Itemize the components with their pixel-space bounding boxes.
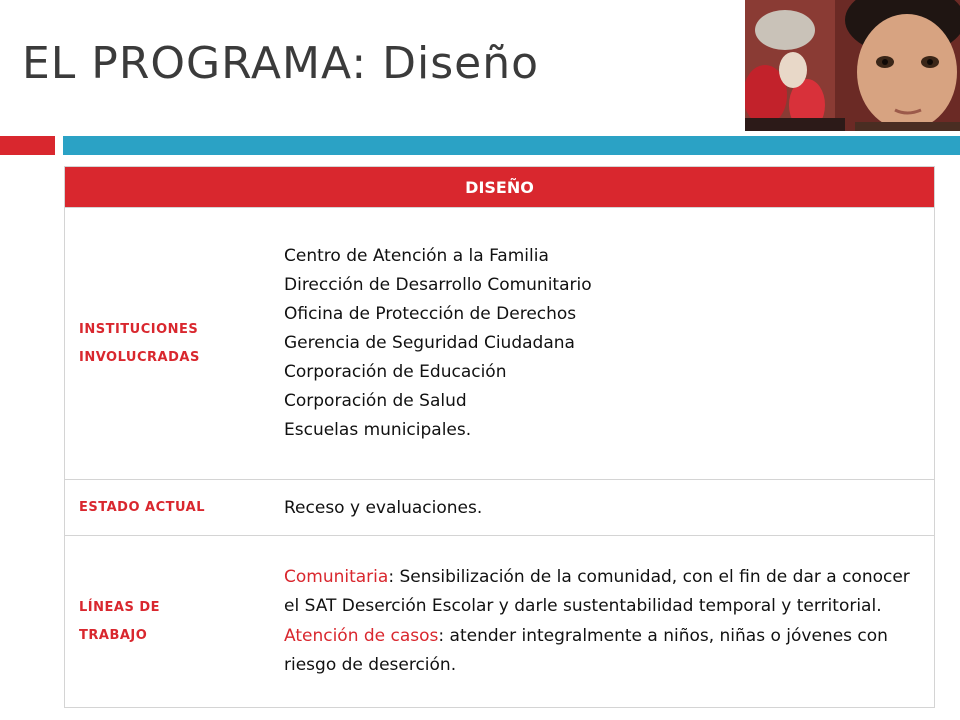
table-row-estado	[65, 479, 934, 535]
casos-term: Atención de casos	[284, 625, 439, 646]
casos-paragraph	[284, 622, 918, 681]
label-line: INVOLUCRADAS	[79, 349, 200, 365]
list-item: Dirección de Desarrollo Comunitario	[284, 275, 592, 295]
list-item: Gerencia de Seguridad Ciudadana	[284, 333, 575, 353]
design-table	[64, 166, 935, 708]
list-item: Escuelas municipales.	[284, 420, 472, 440]
accent-bar-blue	[63, 136, 960, 155]
table-row-instituciones	[65, 207, 934, 479]
child-photo-illustration	[745, 0, 960, 131]
table-header: DISEÑO	[65, 167, 934, 207]
list-item: Oficina de Protección de Derechos	[284, 304, 577, 324]
comunitaria-paragraph	[284, 563, 918, 622]
row-label-instituciones	[65, 208, 269, 479]
lineas-content	[269, 536, 934, 707]
list-item: Centro de Atención a la Familia	[284, 246, 549, 266]
accent-bar-red	[0, 136, 55, 155]
casos-text: : atender integralmente a niños, niñas o jóvenes con riesgo de deserción.	[284, 625, 888, 675]
row-label-estado: ESTADO ACTUAL	[79, 499, 206, 515]
label-line: INSTITUCIONES	[79, 321, 199, 337]
slide-title: EL PROGRAMA: Diseño	[22, 38, 540, 89]
label-line: TRABAJO	[79, 627, 148, 643]
label-line: LÍNEAS DE	[79, 599, 161, 615]
estado-value	[269, 480, 934, 535]
list-item: Corporación de Educación	[284, 362, 507, 382]
child-photo	[745, 0, 960, 131]
list-item: Corporación de Salud	[284, 391, 467, 411]
comunitaria-term: Comunitaria	[284, 566, 389, 587]
table-row-lineas	[65, 535, 934, 707]
comunitaria-text: : Sensibilización de la comunidad, con el fin de dar a conocer el SAT Deserción Escolar y darle sustentabilidad temporal y territorial.	[284, 566, 910, 616]
institutions-list	[269, 208, 934, 479]
estado-text: Receso y evaluaciones.	[284, 497, 483, 518]
row-label-lineas	[65, 536, 269, 707]
